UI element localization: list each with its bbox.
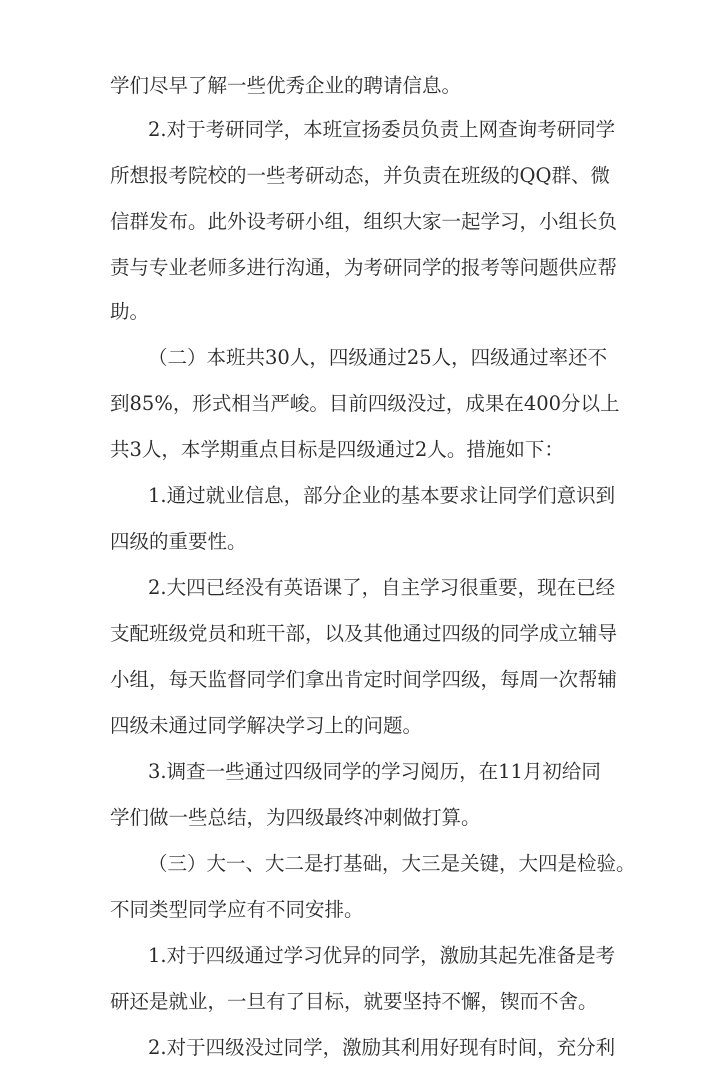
text-line: 1.通过就业信息，部分企业的基本要求让同学们意识到 [148, 484, 616, 507]
text-line: 2.大四已经没有英语课了，自主学习很重要，现在已经 [148, 576, 616, 599]
text-line: 四级的重要性。 [110, 530, 247, 553]
text-line: 学们做一些总结，为四级最终冲刺做打算。 [110, 806, 481, 829]
text-line: 助。 [110, 300, 150, 323]
text-line: 责与专业老师多进行沟通，为考研同学的报考等问题供应帮 [110, 256, 618, 279]
text-line: 不同类型同学应有不同安排。 [110, 898, 364, 921]
text-line: （二）本班共30人，四级通过25人，四级通过率还不 [148, 346, 608, 369]
text-line: 2.对于考研同学，本班宣扬委员负责上网查询考研同学 [148, 118, 616, 141]
text-line: （三）大一、大二是打基础，大三是关键，大四是检验。 [148, 852, 636, 875]
text-line: 1.对于四级通过学习优异的同学，激励其起先准备是考 [148, 944, 616, 967]
text-line: 2.对于四级没过同学，激励其利用好现有时间，充分利 [148, 1036, 616, 1059]
text-line: 支配班级党员和班干部，以及其他通过四级的同学成立辅导 [110, 622, 618, 645]
text-line: 信群发布。此外设考研小组，组织大家一起学习，小组长负 [110, 210, 618, 233]
text-line: 共3人，本学期重点目标是四级通过2人。措施如下： [110, 438, 564, 461]
text-line: 学们尽早了解一些优秀企业的聘请信息。 [110, 74, 462, 97]
text-line: 所想报考院校的一些考研动态，并负责在班级的QQ群、微 [110, 164, 610, 187]
text-line: 3.调查一些通过四级同学的学习阅历，在11月初给同 [148, 760, 601, 783]
text-line: 到85%，形式相当严峻。目前四级没过，成果在400分以上 [110, 392, 620, 415]
text-line: 研还是就业，一旦有了目标，就要坚持不懈，锲而不舍。 [110, 990, 598, 1013]
text-line: 小组，每天监督同学们拿出肯定时间学四级，每周一次帮辅 [110, 668, 618, 691]
text-line: 四级未通过同学解决学习上的问题。 [110, 714, 423, 737]
